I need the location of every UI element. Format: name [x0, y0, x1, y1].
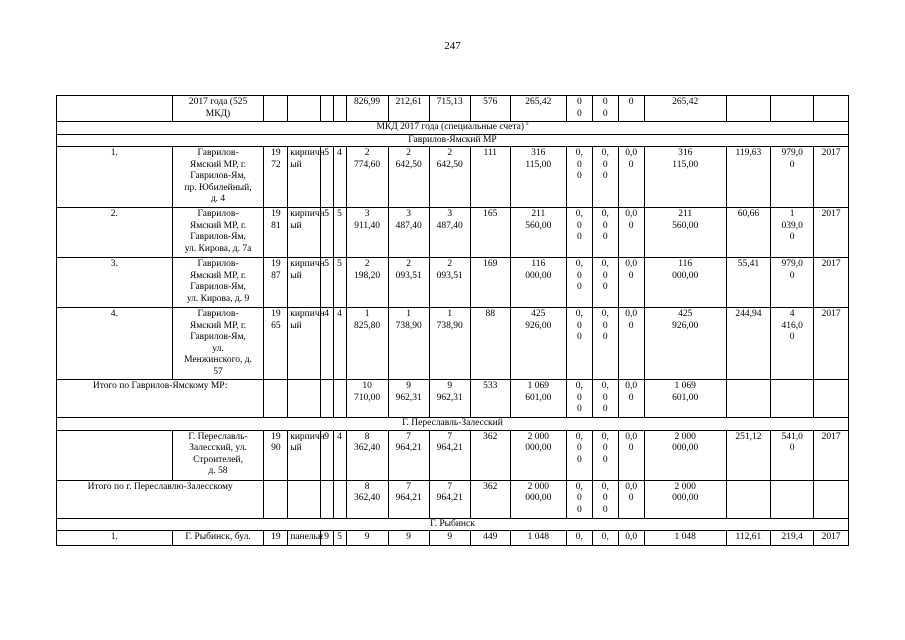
section-header-row	[57, 122, 849, 135]
table-cell: 0,0 0	[618, 147, 644, 208]
table-cell: 211 560,00	[510, 208, 566, 258]
table-cell	[320, 380, 333, 418]
table-cell: 362	[470, 430, 510, 480]
table-cell	[771, 380, 814, 418]
table-cell: 1.	[57, 531, 173, 546]
table-cell: 219,4	[771, 531, 814, 546]
table-cell	[288, 480, 320, 518]
table-cell: 3 487,40	[388, 208, 429, 258]
table-cell: 1 048	[510, 531, 566, 546]
table-cell: 449	[470, 531, 510, 546]
table-row	[57, 430, 849, 480]
table-cell: 9	[388, 531, 429, 546]
table-cell: 0, 0 0	[592, 147, 618, 208]
table-cell	[288, 96, 320, 122]
table-cell: 1 039,0 0	[771, 208, 814, 258]
table-cell	[264, 480, 288, 518]
table-cell: Гаврилов- Ямский МР, г. Гаврилов-Ям, ул. Кирова, д. 7а	[172, 208, 264, 258]
table-cell	[814, 380, 849, 418]
table-cell: 9	[320, 430, 333, 480]
table-cell	[726, 380, 770, 418]
table-cell: 2 642,50	[388, 147, 429, 208]
table-cell: 0 0	[592, 96, 618, 122]
table-cell: 7 964,21	[388, 480, 429, 518]
table-cell: Г. Рыбинск, бул.	[172, 531, 264, 546]
table-cell: 4	[320, 308, 333, 380]
table-cell: 7 964,21	[429, 430, 470, 480]
table-cell: 19 81	[264, 208, 288, 258]
table-cell: 9	[346, 531, 388, 546]
table-cell: 2 093,51	[429, 258, 470, 308]
table-cell: Гаврилов- Ямский МР, г. Гаврилов-Ям, ул. Менжинского, д. 57	[172, 308, 264, 380]
table-cell: 112,61	[726, 531, 770, 546]
table-cell: 3.	[57, 258, 173, 308]
table-cell	[771, 96, 814, 122]
table-cell	[264, 380, 288, 418]
table-cell: 0,0 0	[618, 430, 644, 480]
table-cell: 2 000 000,00	[644, 480, 726, 518]
table-cell: 1 738,90	[429, 308, 470, 380]
table-cell: 169	[470, 258, 510, 308]
table-row	[57, 96, 849, 122]
table-cell: 0,0 0	[618, 308, 644, 380]
table-cell: 3 487,40	[429, 208, 470, 258]
table-cell: 19 87	[264, 258, 288, 308]
table-cell: 1.	[57, 147, 173, 208]
table-cell: 9 962,31	[388, 380, 429, 418]
table-cell: 10 710,00	[346, 380, 388, 418]
table-cell	[57, 430, 173, 480]
table-cell: 0, 0 0	[592, 480, 618, 518]
table-cell	[814, 480, 849, 518]
table-cell: 9	[429, 531, 470, 546]
table-cell: 19 65	[264, 308, 288, 380]
table-cell: 0, 0 0	[566, 380, 592, 418]
table-cell: 2 198,20	[346, 258, 388, 308]
total-label: Итого по Гаврилов-Ямскому МР:	[57, 380, 264, 418]
table-cell: 88	[470, 308, 510, 380]
table-cell: 2017	[814, 147, 849, 208]
table-cell: 60,66	[726, 208, 770, 258]
page-number: 247	[444, 40, 461, 52]
section-title: Г. Переславль-Залесский	[57, 418, 849, 431]
table-cell: 5	[333, 208, 346, 258]
table-cell: 316 115,00	[644, 147, 726, 208]
total-row	[57, 480, 849, 518]
register-table	[56, 95, 849, 546]
table-cell: 0, 0 0	[566, 308, 592, 380]
table-cell: Г. Переславль- Залесский, ул. Строителей, д. 58	[172, 430, 264, 480]
table-cell: 2 642,50	[429, 147, 470, 208]
table-cell: 826,99	[346, 96, 388, 122]
table-cell	[771, 480, 814, 518]
table-cell: 2 000 000,00	[644, 430, 726, 480]
table-cell: 4 416,0 0	[771, 308, 814, 380]
section-title: МКД 2017 года (специальные счета) $^5$	[57, 122, 849, 135]
table-cell: Гаврилов- Ямский МР, г. Гаврилов-Ям, пр. Юбилейный, д. 4	[172, 147, 264, 208]
table-cell	[726, 480, 770, 518]
table-cell: 19 90	[264, 430, 288, 480]
table-cell: кирпичн ый	[288, 258, 320, 308]
table-cell: 5	[333, 531, 346, 546]
table-cell	[333, 480, 346, 518]
table-cell: 265,42	[644, 96, 726, 122]
table-cell: 979,0 0	[771, 258, 814, 308]
table-cell: 2 000 000,00	[510, 430, 566, 480]
table-cell: 979,0 0	[771, 147, 814, 208]
table-cell: 425 926,00	[644, 308, 726, 380]
table-cell: 7 964,21	[429, 480, 470, 518]
table-cell: 0,0 0	[618, 208, 644, 258]
table-cell: 3 911,40	[346, 208, 388, 258]
table-cell: 0, 0 0	[566, 147, 592, 208]
table-cell: 5	[333, 258, 346, 308]
table-cell: 9	[320, 531, 333, 546]
table-cell: 362	[470, 480, 510, 518]
section-title: Гаврилов-Ямский МР	[57, 134, 849, 147]
total-label: Итого по г. Переславлю-Залесскому	[57, 480, 264, 518]
table-cell: 5	[320, 258, 333, 308]
section-title: Г. Рыбинск	[57, 518, 849, 531]
table-cell: Гаврилов- Ямский МР, г. Гаврилов-Ям, ул. Кирова, д. 9	[172, 258, 264, 308]
table-cell: 0,0 0	[618, 258, 644, 308]
table-cell: 2 000 000,00	[510, 480, 566, 518]
table-cell	[288, 380, 320, 418]
table-cell: 0, 0 0	[566, 208, 592, 258]
table-cell: 0 0	[566, 96, 592, 122]
table-cell: 4	[333, 147, 346, 208]
table-cell	[320, 480, 333, 518]
table-row	[57, 308, 849, 380]
table-cell: 533	[470, 380, 510, 418]
table-cell	[814, 96, 849, 122]
table-cell: 2 093,51	[388, 258, 429, 308]
table-cell: 19	[264, 531, 288, 546]
table-cell: 265,42	[510, 96, 566, 122]
table-cell: 1 048	[644, 531, 726, 546]
table-cell: 1 069 601,00	[644, 380, 726, 418]
table-cell: 425 926,00	[510, 308, 566, 380]
table-cell: кирпичн ый	[288, 430, 320, 480]
table-cell: 576	[470, 96, 510, 122]
table-cell: 0, 0 0	[592, 380, 618, 418]
table-cell: 0, 0 0	[566, 480, 592, 518]
table-cell: 165	[470, 208, 510, 258]
section-header-row	[57, 518, 849, 531]
section-header-row	[57, 134, 849, 147]
table-cell: 2017	[814, 258, 849, 308]
table-cell: 0, 0 0	[566, 258, 592, 308]
table-cell: 19 72	[264, 147, 288, 208]
table-cell: 0, 0 0	[592, 208, 618, 258]
table-cell: 119,63	[726, 147, 770, 208]
table-cell: 0,0 0	[618, 380, 644, 418]
table-cell: кирпичн ый	[288, 308, 320, 380]
table-cell: 9 962,31	[429, 380, 470, 418]
table-cell: панельн	[288, 531, 320, 546]
table-cell: 211 560,00	[644, 208, 726, 258]
table-cell: 2017 года (525 МКД)	[172, 96, 264, 122]
table-cell: 715,13	[429, 96, 470, 122]
table-cell: 316 115,00	[510, 147, 566, 208]
section-header-row	[57, 418, 849, 431]
table-cell: 111	[470, 147, 510, 208]
table-cell: 0	[618, 96, 644, 122]
table-cell: 244,94	[726, 308, 770, 380]
total-row	[57, 380, 849, 418]
table-cell: 4.	[57, 308, 173, 380]
table-row	[57, 531, 849, 546]
table-cell	[726, 96, 770, 122]
table-cell: 7 964,21	[388, 430, 429, 480]
table-cell: 8 362,40	[346, 480, 388, 518]
table-cell: 1 069 601,00	[510, 380, 566, 418]
table-cell: 4	[333, 308, 346, 380]
table-cell	[333, 380, 346, 418]
table-cell: 55,41	[726, 258, 770, 308]
table-cell: 0,	[566, 531, 592, 546]
table-cell: 0,	[592, 531, 618, 546]
table-cell: 1 738,90	[388, 308, 429, 380]
table-cell: 541,0 0	[771, 430, 814, 480]
table-cell: 0, 0 0	[592, 308, 618, 380]
table-cell: 1 825,80	[346, 308, 388, 380]
table-cell: 2017	[814, 308, 849, 380]
table-cell	[320, 96, 333, 122]
table-cell: 0, 0 0	[592, 430, 618, 480]
table-cell: 116 000,00	[510, 258, 566, 308]
table-cell: 5	[320, 208, 333, 258]
table-cell: 2.	[57, 208, 173, 258]
table-cell: 0, 0 0	[566, 430, 592, 480]
table-cell: 0,0	[618, 531, 644, 546]
table-row	[57, 208, 849, 258]
table-cell: 116 000,00	[644, 258, 726, 308]
table-cell: 4	[333, 430, 346, 480]
table-cell	[57, 96, 173, 122]
table-cell: 2017	[814, 531, 849, 546]
table-cell: 0, 0 0	[592, 258, 618, 308]
table-cell: 2017	[814, 430, 849, 480]
table-cell: 251,12	[726, 430, 770, 480]
table-row	[57, 258, 849, 308]
table-cell: кирпичн ый	[288, 208, 320, 258]
table-cell	[333, 96, 346, 122]
table-cell: 8 362,40	[346, 430, 388, 480]
table-cell	[264, 96, 288, 122]
table-cell: кирпичн ый	[288, 147, 320, 208]
table-cell: 2 774,60	[346, 147, 388, 208]
table-cell: 212,61	[388, 96, 429, 122]
table-cell: 0,0 0	[618, 480, 644, 518]
footnote-marker: 5	[524, 120, 529, 127]
table-cell: 2017	[814, 208, 849, 258]
table-cell: 5	[320, 147, 333, 208]
table-row	[57, 147, 849, 208]
